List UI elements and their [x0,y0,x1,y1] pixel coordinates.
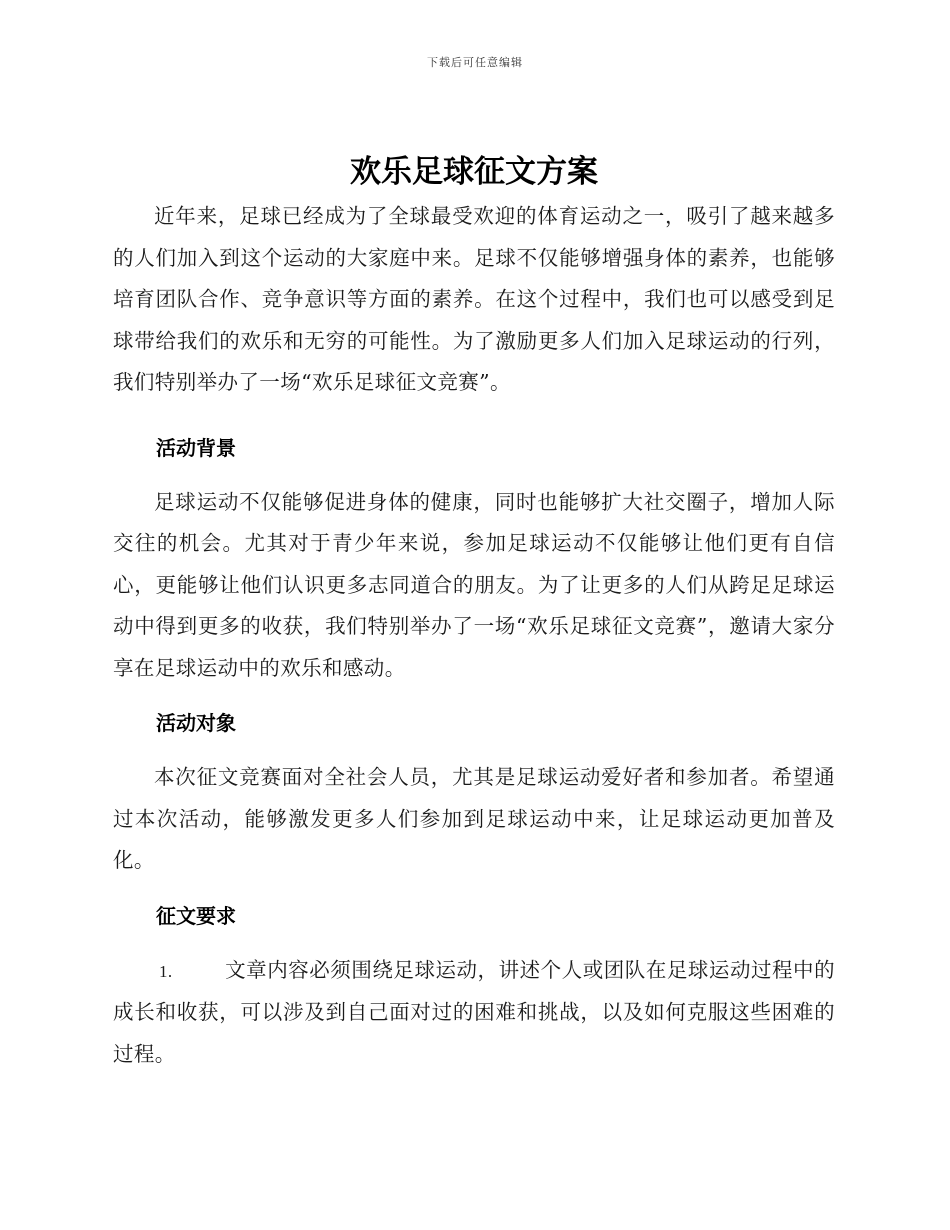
page-header-note: 下载后可任意编辑 [427,56,523,69]
spacer [113,404,835,414]
section-paragraph-audience: 本次征文竞赛面对全社会人员，尤其是足球运动爱好者和参加者。希望通过本次活动，能够激发更多人们参加到足球运动中来，让足球运动更加普及化。 [113,765,835,872]
requirement-item [113,950,835,1076]
section-heading-background: 活动背景 [156,435,236,460]
section-heading-requirements: 征文要求 [156,903,236,928]
requirement-number: 1. [159,961,173,981]
document-title: 欢乐足球征文方案 [350,154,598,190]
section-paragraph-background: 足球运动不仅能够促进身体的健康，同时也能够扩大社交圈子，增加人际交往的机会。尤其对于青少年来说，参加足球运动不仅能够让他们更有自信心，更能够让他们认识更多志同道合的朋友。为了让更多的人们从跨足足球运动中得到更多的收获，我们特别举办了一场“欢乐足球征文竞赛”，邀请大家分享在足球运动中的欢乐和感动。 [113,489,835,680]
section-heading-audience: 活动对象 [156,711,236,735]
requirement-text: 文章内容必须围绕足球运动，讲述个人或团队在足球运动过程中的成长和收获，可以涉及到自己面对过的困难和挑战，以及如何克服这些困难的过程。 [113,957,835,1066]
document-body [113,148,835,1075]
intro-paragraph: 近年来，足球已经成为了全球最受欢迎的体育运动之一，吸引了越来越多的人们加入到这个运动的大家庭中来。足球不仅能够增强身体的素养，也能够培育团队合作、竞争意识等方面的素养。在这个过程中，我们也可以感受到足球带给我们的欢乐和无穷的可能性。为了激励更多人们加入足球运动的行列，我们特别举办了一场“欢乐足球征文竞赛”。 [113,204,835,394]
